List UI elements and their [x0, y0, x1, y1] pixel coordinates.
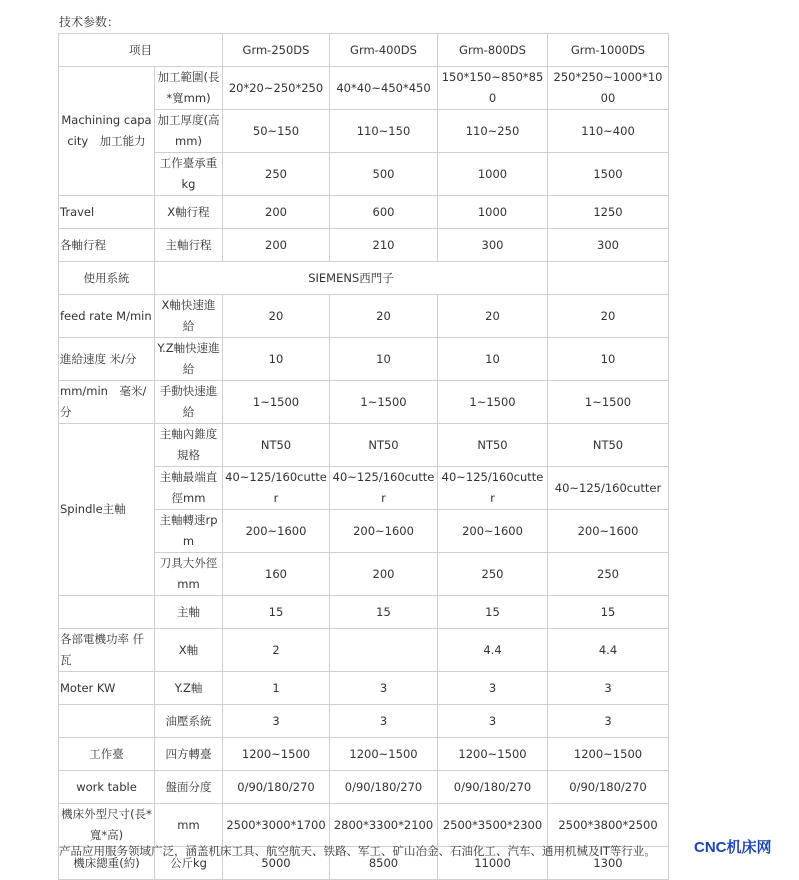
cell: NT50	[223, 424, 330, 467]
cell: 10	[223, 338, 330, 381]
cell: 3	[548, 705, 669, 738]
cell: 1200~1500	[548, 738, 669, 771]
row-label: 加工範圍(長*寬mm)	[155, 67, 223, 110]
header-model: Grm-1000DS	[548, 34, 669, 67]
group-label: 各部電機功率 仟瓦	[59, 629, 155, 672]
table-row	[59, 771, 669, 804]
cell: 1~1500	[223, 381, 330, 424]
group-label: feed rate M/min	[59, 295, 155, 338]
group-label: Travel	[59, 196, 155, 229]
group-label: 進給速度 米/分	[59, 338, 155, 381]
cell: 200~1600	[223, 510, 330, 553]
header-row	[59, 34, 669, 67]
cell: 40~125/160cutter	[438, 467, 548, 510]
table-row	[59, 229, 669, 262]
cell: 1250	[548, 196, 669, 229]
cell: 2500*3800*2500	[548, 804, 669, 847]
row-label: mm	[155, 804, 223, 847]
row-label: Y.Z軸	[155, 672, 223, 705]
spec-table	[58, 33, 669, 880]
group-label	[59, 705, 155, 738]
row-label: 公斤kg	[155, 847, 223, 880]
cell: 20	[330, 295, 438, 338]
cell: 15	[548, 596, 669, 629]
cell: 11000	[438, 847, 548, 880]
cell: 300	[438, 229, 548, 262]
section-heading: 技术参数：	[59, 15, 120, 29]
row-label: 工作臺承重kg	[155, 153, 223, 196]
header-model: Grm-400DS	[330, 34, 438, 67]
cell: 250	[223, 153, 330, 196]
cell: 110~150	[330, 110, 438, 153]
cell: 40~125/160cutter	[548, 467, 669, 510]
cell: 20	[438, 295, 548, 338]
header-model: Grm-800DS	[438, 34, 548, 67]
table-row	[59, 424, 669, 467]
table-row	[59, 596, 669, 629]
cell: 600	[330, 196, 438, 229]
cell	[548, 262, 669, 295]
cell: 10	[548, 338, 669, 381]
cell: 20	[223, 295, 330, 338]
cell: 200	[330, 553, 438, 596]
header-item: 项目	[59, 34, 223, 67]
cell: 3	[438, 672, 548, 705]
cell: 2500*3500*2300	[438, 804, 548, 847]
group-machining: Machining capacity 加工能力	[59, 67, 155, 196]
cell: NT50	[548, 424, 669, 467]
group-label: work table	[59, 771, 155, 804]
cell: 40~125/160cutter	[330, 467, 438, 510]
cell: 3	[438, 705, 548, 738]
table-row	[59, 67, 669, 110]
cell: 3	[330, 705, 438, 738]
header-model: Grm-250DS	[223, 34, 330, 67]
table-row	[59, 629, 669, 672]
cell: 2	[223, 629, 330, 672]
cell: 200~1600	[548, 510, 669, 553]
cell: 1300	[548, 847, 669, 880]
group-label: 機床外型尺寸(長*寬*高)	[59, 804, 155, 847]
cell: 1~1500	[438, 381, 548, 424]
table-row	[59, 338, 669, 381]
cell: 250	[438, 553, 548, 596]
cell: 20*20~250*250	[223, 67, 330, 110]
row-label: 主軸轉速rpm	[155, 510, 223, 553]
group-label: 工作臺	[59, 738, 155, 771]
row-label: 刀具大外徑mm	[155, 553, 223, 596]
table-row	[59, 295, 669, 338]
row-label: X軸快速進給	[155, 295, 223, 338]
cell: 40*40~450*450	[330, 67, 438, 110]
group-label: 機床總重(約)	[59, 847, 155, 880]
row-label: 主軸	[155, 596, 223, 629]
table-row	[59, 262, 669, 295]
system-value: SIEMENS西門子	[155, 262, 548, 295]
cell: 0/90/180/270	[330, 771, 438, 804]
cell: 200~1600	[330, 510, 438, 553]
cell: 8500	[330, 847, 438, 880]
application-note: 产品应用服务领域广泛，涵盖机床工具、航空航天、铁路、军工、矿山冶金、石油化工、汽车、通用机械及IT等行业。	[59, 844, 656, 858]
row-label: 盤面分度	[155, 771, 223, 804]
row-label: 加工厚度(高mm)	[155, 110, 223, 153]
cell: 2500*3000*1700	[223, 804, 330, 847]
row-label: 主軸最端直徑mm	[155, 467, 223, 510]
cell: 1500	[548, 153, 669, 196]
cell: 1~1500	[548, 381, 669, 424]
cell: 50~150	[223, 110, 330, 153]
cell: 0/90/180/270	[223, 771, 330, 804]
table-row	[59, 381, 669, 424]
cell: 1200~1500	[438, 738, 548, 771]
cell: 200~1600	[438, 510, 548, 553]
cell: 160	[223, 553, 330, 596]
cell: 15	[223, 596, 330, 629]
group-label: mm/min 毫米/分	[59, 381, 155, 424]
cell: 1200~1500	[223, 738, 330, 771]
cell: 200	[223, 196, 330, 229]
group-label: Moter KW	[59, 672, 155, 705]
cell: 0/90/180/270	[548, 771, 669, 804]
cell: 2800*3300*2100	[330, 804, 438, 847]
site-watermark: CNC机床网	[694, 839, 772, 856]
cell: 250*250~1000*1000	[548, 67, 669, 110]
cell: 15	[330, 596, 438, 629]
cell: 1~1500	[330, 381, 438, 424]
cell: 5000	[223, 847, 330, 880]
cell: 1000	[438, 196, 548, 229]
row-label: 主軸行程	[155, 229, 223, 262]
cell: 110~400	[548, 110, 669, 153]
table-row	[59, 196, 669, 229]
row-label: Y.Z軸快速進給	[155, 338, 223, 381]
cell: 1000	[438, 153, 548, 196]
cell: 20	[548, 295, 669, 338]
cell: 200	[223, 229, 330, 262]
row-label: 主軸內錐度規格	[155, 424, 223, 467]
row-label: 油壓系統	[155, 705, 223, 738]
cell: 250	[548, 553, 669, 596]
cell: 300	[548, 229, 669, 262]
table-row	[59, 738, 669, 771]
group-label: 使用系統	[59, 262, 155, 295]
group-spindle: Spindle主軸	[59, 424, 155, 596]
row-label: X軸行程	[155, 196, 223, 229]
row-label: X軸	[155, 629, 223, 672]
cell: 0/90/180/270	[438, 771, 548, 804]
cell: 110~250	[438, 110, 548, 153]
table-row	[59, 804, 669, 847]
cell: 1200~1500	[330, 738, 438, 771]
group-label	[59, 596, 155, 629]
row-label: 四方轉臺	[155, 738, 223, 771]
cell: 3	[548, 672, 669, 705]
cell: 10	[438, 338, 548, 381]
cell: NT50	[438, 424, 548, 467]
table-row	[59, 705, 669, 738]
cell: 4.4	[438, 629, 548, 672]
cell: 150*150~850*850	[438, 67, 548, 110]
cell: 40~125/160cutter	[223, 467, 330, 510]
table-row	[59, 672, 669, 705]
cell: 1	[223, 672, 330, 705]
cell: 3	[330, 672, 438, 705]
cell: NT50	[330, 424, 438, 467]
cell: 15	[438, 596, 548, 629]
cell: 10	[330, 338, 438, 381]
cell: 210	[330, 229, 438, 262]
cell: 500	[330, 153, 438, 196]
cell: 4.4	[548, 629, 669, 672]
cell	[330, 629, 438, 672]
group-label: 各軸行程	[59, 229, 155, 262]
row-label: 手動快速進給	[155, 381, 223, 424]
cell: 3	[223, 705, 330, 738]
